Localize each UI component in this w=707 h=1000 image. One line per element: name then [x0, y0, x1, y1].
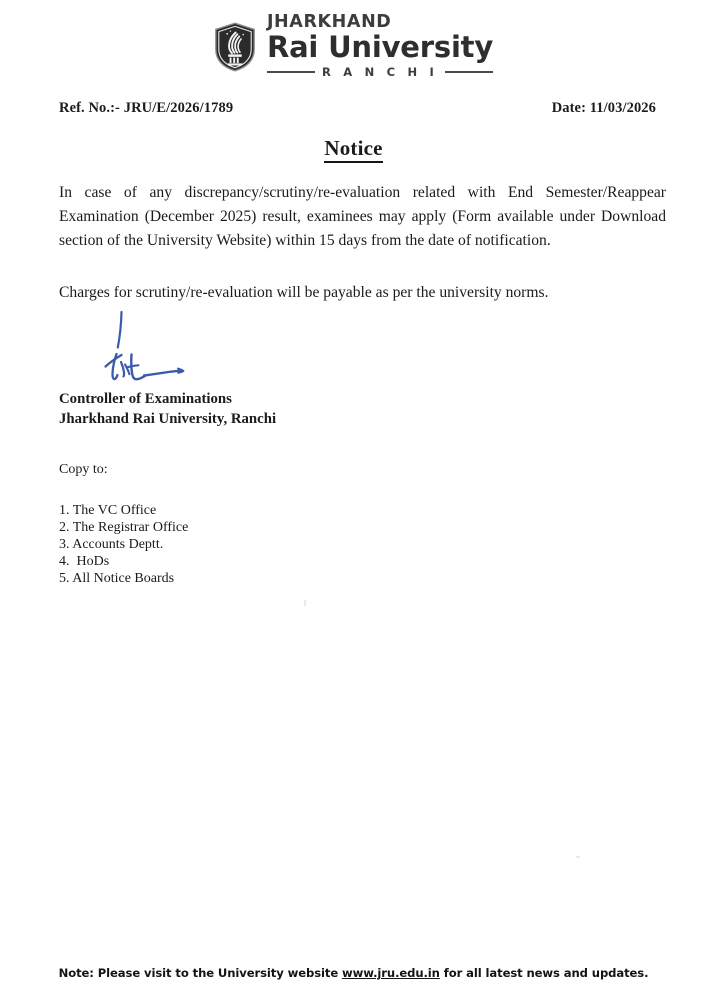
list-item: 5. All Notice Boards: [59, 571, 175, 587]
footer-note-prefix: Note: Please visit to the University website: [58, 966, 343, 980]
wordmark-line-sub: R A N C H I: [322, 65, 438, 80]
wordmark-rule-right: [445, 71, 493, 73]
handwritten-signature-icon: [100, 310, 210, 390]
page-title: [0, 136, 707, 161]
page-title-text: Notice: [324, 136, 382, 163]
list-item: 1. The VC Office: [59, 503, 157, 518]
wordmark-sub-row: [267, 65, 493, 79]
wordmark-rule-left: [267, 71, 315, 73]
reference-number: Ref. No.:- JRU/E/2026/1789: [59, 100, 234, 116]
notice-date: Date: 11/03/2026: [551, 100, 656, 116]
list-item: 2. The Registrar Office: [59, 520, 189, 536]
scan-artifact: [576, 856, 580, 858]
list-item: 3. Accounts Deptt.: [59, 537, 164, 553]
letterhead: [0, 14, 707, 79]
reference-date-row: [59, 100, 656, 117]
notice-paragraph-1: In case of any discrepancy/scrutiny/re-evaluation related with End Semester/Reappear Examination (December 2025) result, examinees may apply (Form available under Download section of the University Website) within 15 days from the date of notification.: [59, 184, 666, 250]
copy-to-list: [59, 502, 188, 587]
signature-block: [59, 390, 276, 429]
wordmark-line-top: JHARKHAND: [266, 12, 392, 32]
notice-paragraph-2: Charges for scrutiny/re-evaluation will be payable as per the university norms.: [59, 284, 549, 301]
signatory-institution: Jharkhand Rai University, Ranchi: [59, 410, 277, 427]
scan-artifact: [304, 600, 306, 606]
list-item: 4. HoDs: [59, 554, 110, 570]
university-wordmark: [267, 14, 493, 79]
copy-to-label: Copy to:: [59, 462, 108, 477]
wordmark-line-main: Rai University: [266, 29, 494, 64]
signatory-designation: Controller of Examinations: [59, 391, 232, 407]
university-logo-lockup: [214, 14, 493, 79]
footer-note: [0, 966, 707, 980]
footer-note-suffix: for all latest news and updates.: [439, 966, 649, 980]
university-website-link[interactable]: www.jru.edu.in: [342, 966, 440, 980]
shield-torch-icon: [214, 22, 256, 72]
